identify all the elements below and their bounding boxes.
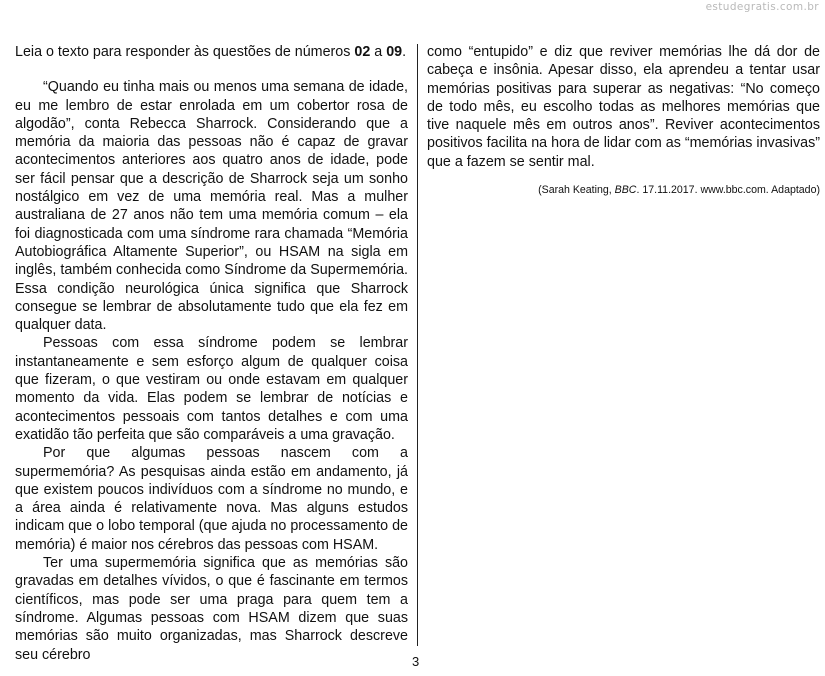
paragraph-4-continued: como “entupido” e diz que reviver memórias lhe dá dor de cabeça e insônia. Apesar disso, ela aprendeu a tentar usar memórias positivas para superar as negativas: “No começo de todo mês, eu escolho todas as melhores memórias que tive naquele mês em outros anos”. Reviver acontecimentos positivos facilita na hora de lidar com as “memórias invasivas” que a fazem se sentir mal. (427, 44, 820, 170)
instruction-middle: a (370, 44, 387, 60)
left-column (15, 43, 408, 664)
paragraph-4: Ter uma supermemória significa que as memórias são gravadas em detalhes vívidos, o que é fascinante em termos científicos, mas pode ser uma praga para quem tem a síndrome. Algumas pessoas com HSAM dizem que suas memórias são muito organizadas, mas Sharrock descreve seu cérebro (15, 555, 408, 663)
source-author: (Sarah Keating, (538, 184, 615, 197)
question-range-start: 02 (354, 44, 371, 60)
instruction-line (15, 43, 408, 61)
instruction-suffix: . (402, 44, 407, 60)
source-details: . 17.11.2017. www.bbc.com. Adaptado) (636, 184, 820, 197)
paragraph-1: “Quando eu tinha mais ou menos uma semana de idade, eu me lembro de estar enrolada em um cobertor rosa de algodão”, conta Rebecca Sharrock. Considerando que a memória da maioria das pessoas não é capaz de gravar acontecimentos anteriores aos quatro anos de idade, pode ser fácil pensar que a descrição de Sharrock seja um sonho nostálgico em vez de uma memória real. Mas a mulher australiana de 27 anos não tem uma memória comum – ela foi diagnosticada com uma síndrome rara chamada “Memória Autobiográfica Altamente Superior”, ou HSAM na sigla em inglês, também conhecida como Síndrome da Supermemória. Essa condição neurológica única significa que Sharrock consegue se lembrar de absolutamente tudo que ela fez em qualquer data. (15, 79, 408, 334)
source-citation (427, 183, 820, 197)
instruction-prefix: Leia o texto para responder às questões de números (15, 44, 355, 60)
site-watermark: estudegratis.com.br (705, 1, 819, 13)
source-publication: BBC (614, 184, 637, 197)
paragraph-2: Pessoas com essa síndrome podem se lembrar instantaneamente e sem esforço algum de qualquer coisa que fizeram, o que vestiram ou onde estavam em qualquer momento da vida. Elas podem se lembrar de notícias e acontecimentos pessoais com tantos detalhes e com uma exatidão tão perfeita que são comparáveis a uma gravação. (15, 335, 408, 443)
column-divider (417, 44, 418, 646)
right-column (427, 43, 820, 197)
page-number: 3 (412, 654, 420, 669)
paragraph-3: Por que algumas pessoas nascem com a supermemória? As pesquisas ainda estão em andamento, já que existem poucos indivíduos com a síndrome no mundo, e a área ainda é relativamente nova. Mas alguns estudos indicam que o lobo temporal (que ajuda no processamento de memória) é maior nos cérebros das pessoas com HSAM. (15, 445, 408, 553)
question-range-end: 09 (386, 44, 403, 60)
